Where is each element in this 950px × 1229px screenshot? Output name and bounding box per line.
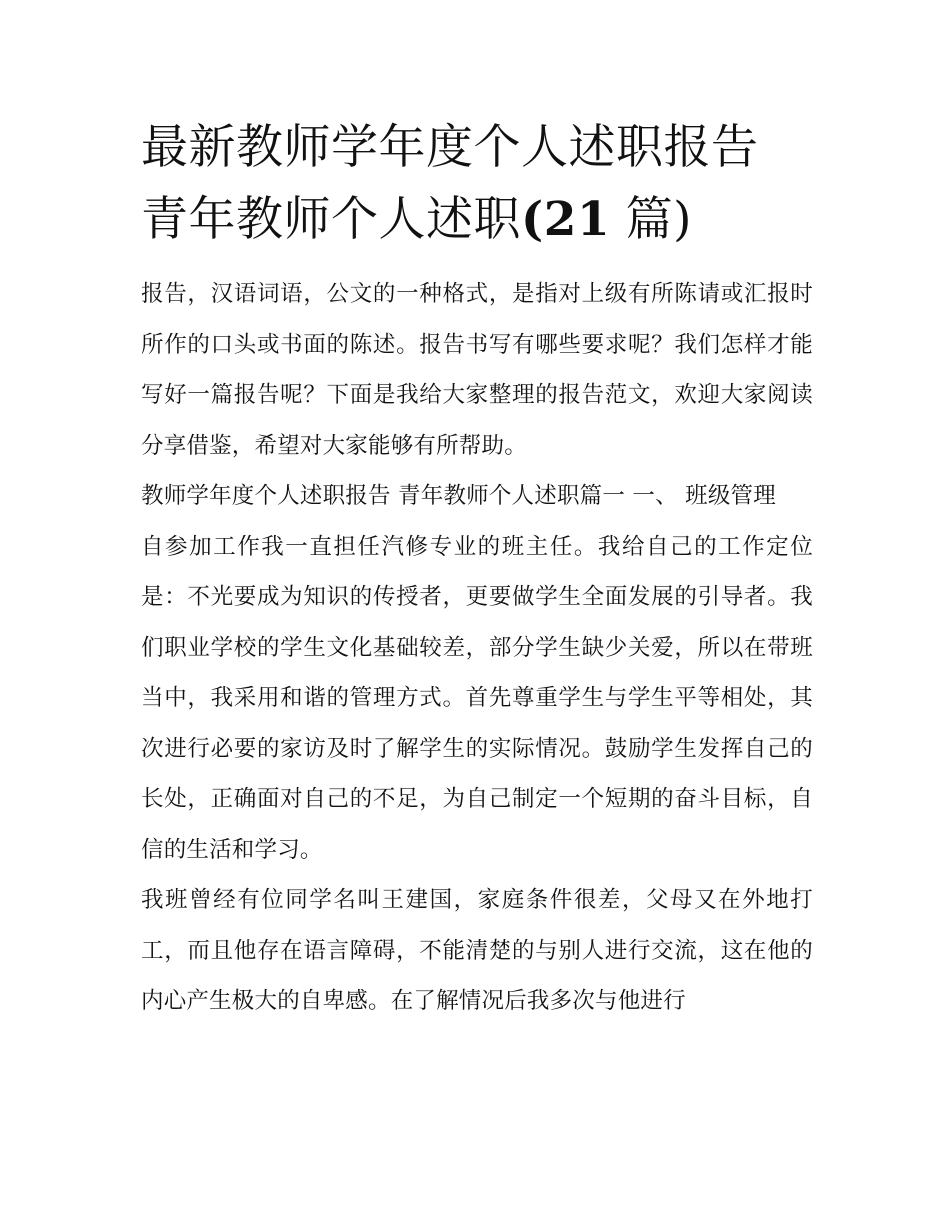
student-story-paragraph: 我班曾经有位同学名叫王建国，家庭条件很差，父母又在外地打工，而且他存在语言障碍，不能清楚的与别人进行交流，这在他的内心产生极大的自卑感。在了解情况后我多次与他进行: [141, 887, 813, 1014]
title-line-2-count: (21: [521, 192, 611, 247]
document-page: [141, 112, 813, 1027]
title-line-2-prefix: 青年教师个人述职: [141, 192, 521, 247]
title-line-2-suffix: 篇): [610, 192, 692, 247]
class-management-paragraph: 自参加工作我一直担任汽修专业的班主任。我给自己的工作定位是：不光要成为知识的传授者，更要做学生全面发展的引导者。我们职业学校的学生文化基础较差，部分学生缺少关爱，所以在带班当中，我采用和谐的管理方式。首先尊重学生与学生平等相处，其次进行必要的家访及时了解学生的实际情况。鼓励学生发挥自己的长处，正确面对自己的不足，为自己制定一个短期的奋斗目标，自信的生活和学习。: [141, 533, 813, 863]
section-heading-paragraph: 教师学年度个人述职报告 青年教师个人述职篇一 一、 班级管理: [141, 483, 776, 509]
title-line-1: 最新教师学年度个人述职报告: [141, 120, 759, 175]
intro-paragraph: 报告，汉语词语，公文的一种格式，是指对上级有所陈请或汇报时所作的口头或书面的陈述。报告书写有哪些要求呢？我们怎样才能写好一篇报告呢？下面是我给大家整理的报告范文，欢迎大家阅读分享借鉴，希望对大家能够有所帮助。: [141, 281, 813, 459]
document-body: [141, 269, 813, 1027]
document-title: [141, 112, 813, 256]
